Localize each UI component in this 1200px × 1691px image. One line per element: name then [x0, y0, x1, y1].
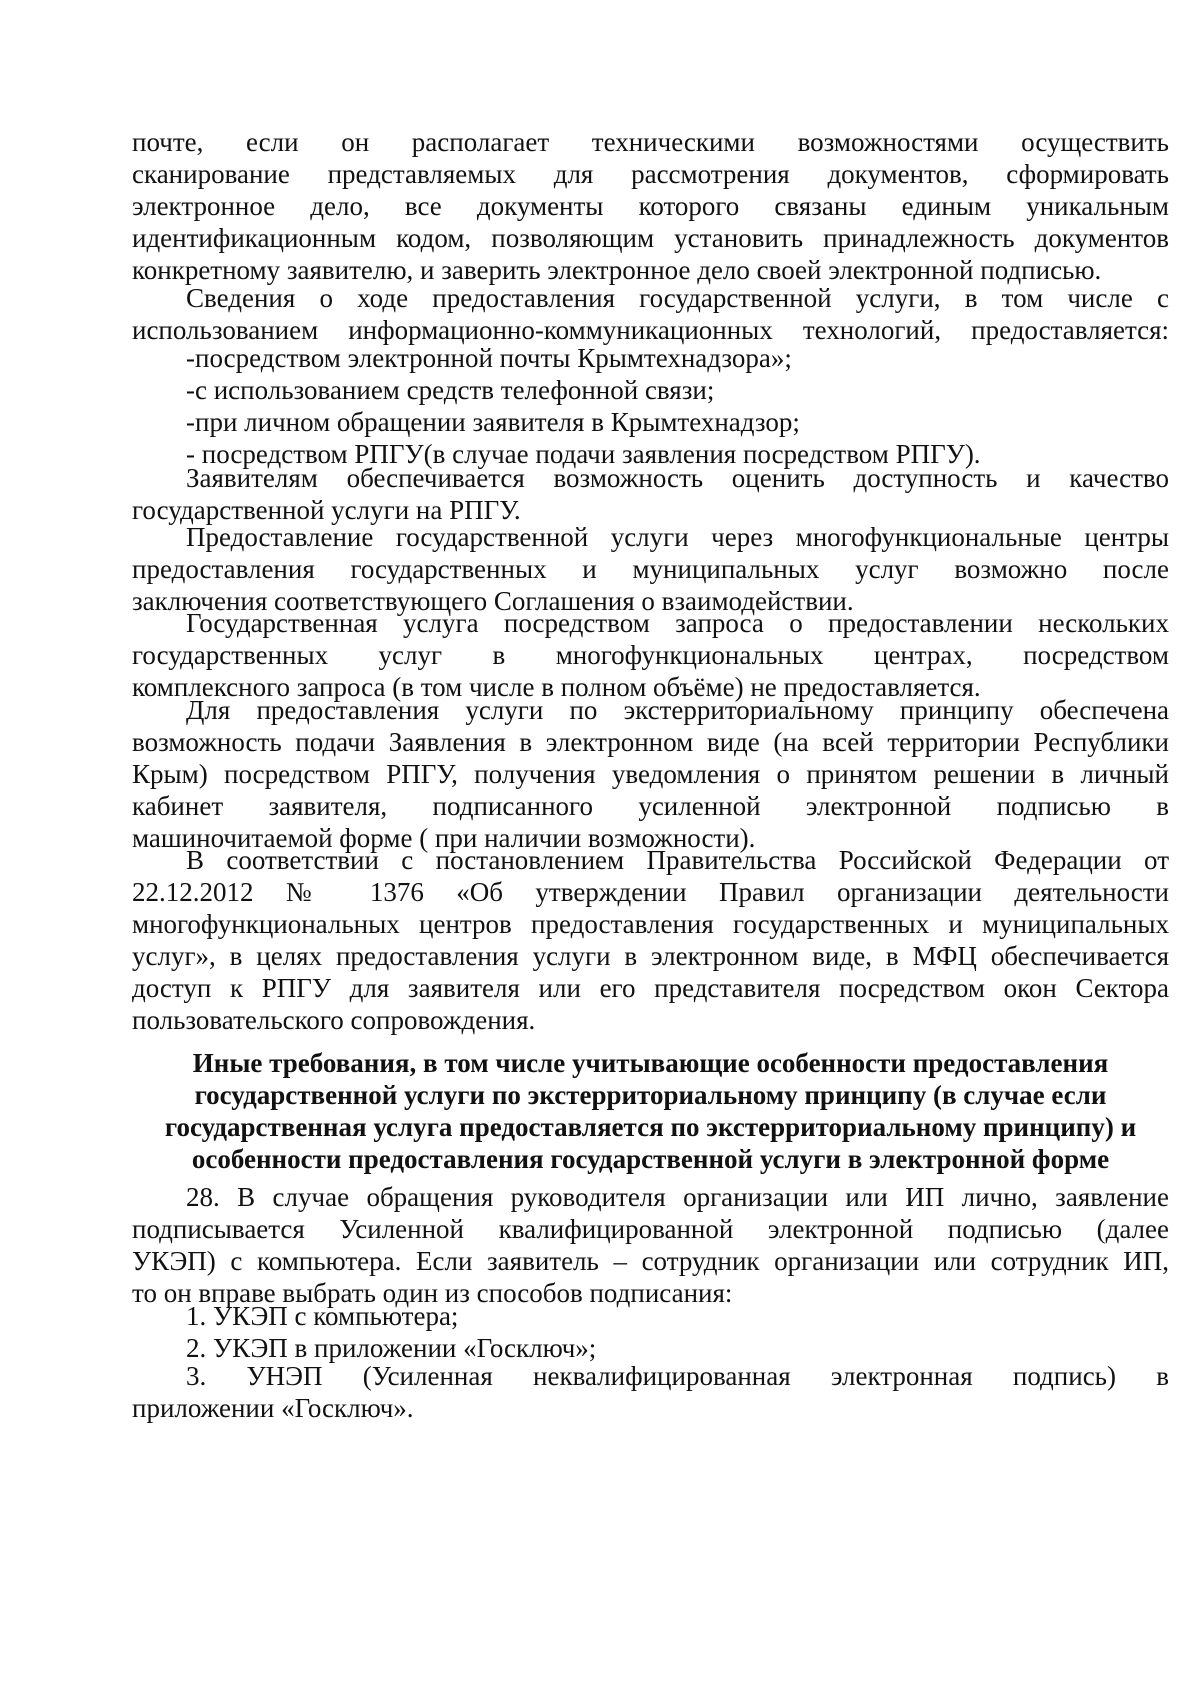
text-line: государственных услуг в многофункциональных центрах, посредством — [132, 640, 1169, 670]
text-line: приложении «Госключ». — [132, 1393, 414, 1423]
text-line: почте, если он располагает техническими возможностями осуществить — [132, 127, 1169, 157]
paragraph-complex-request — [132, 607, 1169, 703]
text-line: сканирование представляемых для рассмотрения документов, сформировать — [132, 159, 1169, 189]
paragraph-scanning — [132, 126, 1169, 286]
heading-line: Иные требования, в том числе учитывающие особенности предоставления — [192, 1048, 1109, 1078]
list-item: -с использованием средств телефонной связи; — [186, 375, 715, 405]
section-heading — [132, 1047, 1169, 1175]
text-line: В соответствии с постановлением Правительства Российской Федерации от — [186, 845, 1169, 875]
text-line: то он вправе выбрать один из способов подписания: — [132, 1278, 733, 1308]
heading-line: особенности предоставления государственной услуги в электронной форме — [191, 1144, 1110, 1174]
paragraph-28 — [132, 1181, 1169, 1309]
text-line: Заявителям обеспечивается возможность оценить доступность и качество — [186, 463, 1169, 493]
text-line: кабинет заявителя, подписанного усиленной электронной подписью в — [132, 791, 1169, 821]
paragraph-resolution — [132, 844, 1169, 1036]
text-line: многофункциональных центров предоставления государственных и муниципальных — [132, 909, 1169, 939]
text-line: 3. УНЭП (Усиленная неквалифицированная электронная подпись) в — [186, 1361, 1169, 1391]
list-item: -посредством электронной почты Крымтехнадзора»; — [186, 343, 792, 373]
text-line: 28. В случае обращения руководителя организации или ИП лично, заявление — [186, 1182, 1169, 1212]
heading-line: государственная услуга предоставляется по экстерриториальному принципу) и — [164, 1112, 1137, 1142]
list-item: - посредством РПГУ(в случае подачи заявления посредством РПГУ). — [186, 439, 981, 469]
paragraph-exterritorial — [132, 694, 1169, 854]
paragraph-quality-rating — [132, 462, 1169, 526]
text-line: Сведения о ходе предоставления государственной услуги, в том числе с — [186, 283, 1169, 313]
list-item: -при личном обращении заявителя в Крымтехнадзор; — [186, 407, 800, 437]
text-line: 22.12.2012 № 1376 «Об утверждении Правил организации деятельности — [132, 877, 1169, 907]
list-item-3 — [132, 1360, 1169, 1424]
paragraph-mfc — [132, 521, 1169, 617]
text-line: Предоставление государственной услуги через многофункциональные центры — [186, 522, 1169, 552]
text-line: государственной услуги на РПГУ. — [132, 495, 521, 525]
paragraph-progress-info — [132, 282, 1169, 346]
text-line: предоставления государственных и муниципальных услуг возможно после — [132, 554, 1169, 584]
text-line: услуг», в целях предоставления услуги в электронном виде, в МФЦ обеспечивается — [132, 941, 1169, 971]
text-line: конкретному заявителю, и заверить электронное дело своей электронной подписью. — [132, 255, 1102, 285]
text-line: пользовательского сопровождения. — [132, 1005, 536, 1035]
heading-line: государственной услуги по экстерриториальному принципу (в случае если — [194, 1080, 1107, 1110]
text-line: Для предоставления услуги по экстерриториальному принципу обеспечена — [186, 695, 1169, 725]
text-line: машиночитаемой форме ( при наличии возможности). — [132, 823, 756, 853]
list-info-channels — [132, 342, 1169, 470]
text-line: подписывается Усиленной квалифицированной электронной подписью (далее — [132, 1214, 1169, 1244]
list-item: 2. УКЭП в приложении «Госключ»; — [186, 1333, 597, 1363]
list-item: 1. УКЭП с компьютера; — [186, 1301, 459, 1331]
text-line: УКЭП) с компьютера. Если заявитель – сотрудник организации или сотрудник ИП, — [132, 1246, 1169, 1276]
list-signing-methods — [132, 1300, 1169, 1364]
text-line: Крым) посредством РПГУ, получения уведомления о принятом решении в личный — [132, 759, 1169, 789]
text-line: Государственная услуга посредством запроса о предоставлении нескольких — [186, 608, 1169, 638]
text-line: использованием информационно-коммуникационных технологий, предоставляется: — [132, 315, 1169, 345]
text-line: заключения соответствующего Соглашения о взаимодействии. — [132, 586, 854, 616]
text-line: возможность подачи Заявления в электронном виде (на всей территории Республики — [132, 727, 1169, 757]
text-line: комплексного запроса (в том числе в полном объёме) не предоставляется. — [132, 672, 981, 702]
text-line: электронное дело, все документы которого связаны единым уникальным — [132, 191, 1169, 221]
text-line: доступ к РПГУ для заявителя или его представителя посредством окон Сектора — [132, 973, 1169, 1003]
text-line: идентификационным кодом, позволяющим установить принадлежность документов — [132, 223, 1169, 253]
